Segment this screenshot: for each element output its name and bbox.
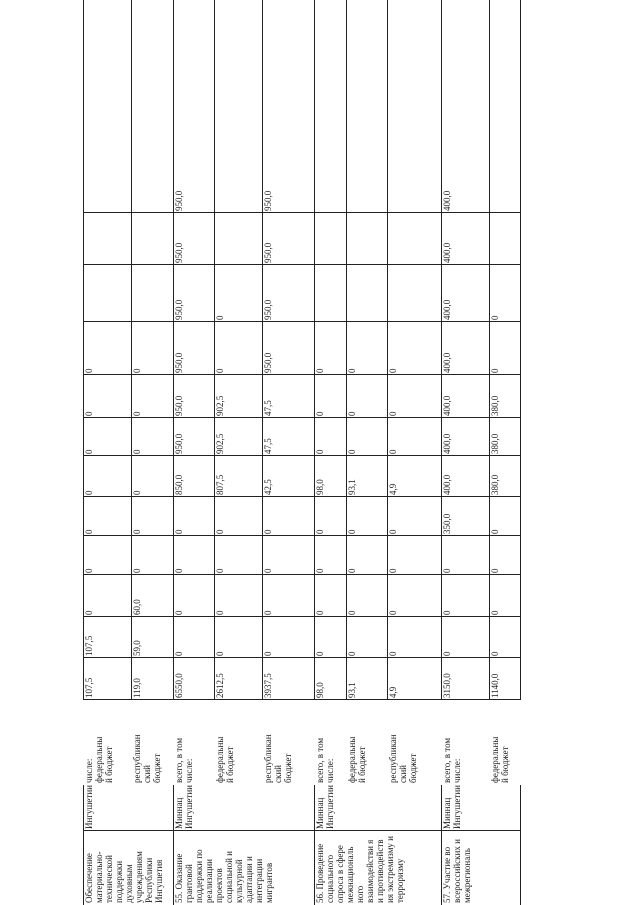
amount-cell: 0	[347, 529, 357, 534]
funding-source-cell: всего, в том числе:	[441, 700, 489, 785]
amount-cell: 0	[263, 651, 273, 656]
executor-cell: Ингушетии	[84, 785, 94, 829]
amount-cell	[387, 213, 441, 265]
amount-cell: 0	[388, 368, 398, 373]
amount-cell: 0	[490, 529, 500, 534]
amount-cell: 950,0	[263, 190, 273, 211]
amount-cell: 902,5	[215, 433, 225, 454]
amount-cell	[83, 134, 131, 213]
funding-source-cell: всего, в том числе:	[173, 700, 214, 785]
amount-cell: 0	[347, 651, 357, 656]
amount-cell: 0	[490, 651, 500, 656]
amount-cell: 107,5	[84, 677, 94, 698]
funding-source-cell: республикан ский бюджет	[387, 700, 441, 785]
budget-table	[83, 0, 521, 905]
amount-cell: 0	[490, 610, 500, 615]
executor-cell: Миннац Ингушетии	[174, 785, 194, 829]
amount-cell: 0	[132, 490, 142, 495]
amount-cell: 0	[490, 368, 500, 373]
amount-cell	[489, 213, 531, 265]
amount-cell	[83, 265, 131, 322]
amount-cell: 400,0	[442, 474, 452, 495]
amount-cell	[314, 265, 346, 322]
amount-cell: 0	[174, 610, 184, 615]
amount-cell: 0	[315, 411, 325, 416]
funding-source-cell: федеральны й бюджет	[346, 700, 387, 785]
amount-cell: 0	[388, 449, 398, 454]
funding-source-cell: республикан ский бюджет	[131, 700, 173, 785]
measure-name-cell: 57. Участие во всероссийских и межрегиональ	[442, 839, 472, 903]
amount-cell: 0	[388, 411, 398, 416]
amount-cell: 0	[174, 651, 184, 656]
amount-cell	[214, 213, 262, 265]
amount-cell: 380,0	[490, 395, 500, 416]
amount-cell: 0	[174, 568, 184, 573]
amount-cell: 59,0	[132, 640, 142, 656]
amount-cell: 0	[84, 529, 94, 534]
amount-cell: 400,0	[442, 299, 452, 320]
measure-name-cell: 55. Оказание грантовой поддержки по реализации проектов социальной и культурной адаптации и интеграции мигрантов	[174, 849, 274, 903]
amount-cell: 0	[263, 529, 273, 534]
amount-cell: 0	[215, 529, 225, 534]
amount-cell: 0	[388, 529, 398, 534]
amount-cell: 0	[84, 490, 94, 495]
amount-cell: 0	[132, 529, 142, 534]
amount-cell: 47,5	[263, 400, 273, 416]
measure-name-cell: Обеспечение материально-технической поддержки духовным учреждениям Республики Ингушетия	[84, 851, 164, 903]
amount-cell	[314, 134, 346, 213]
amount-cell: 0	[347, 449, 357, 454]
executor-cell: Миннац Ингушетии	[442, 785, 462, 829]
funding-source-cell: республикан ский бюджет	[262, 700, 314, 785]
amount-cell: 950,0	[174, 433, 184, 454]
amount-cell: 1140,0	[490, 673, 500, 698]
amount-cell	[346, 265, 387, 322]
amount-cell: 950,0	[263, 352, 273, 373]
amount-cell: 0	[490, 315, 500, 320]
amount-cell: 0	[347, 411, 357, 416]
amount-cell	[131, 265, 173, 322]
amount-cell: 3937,5	[263, 673, 273, 698]
amount-cell: 0	[263, 568, 273, 573]
amount-cell: 0	[388, 568, 398, 573]
measure-name-cell: 56. Проведение социального опроса в сфере межнациональ ного взаимодействи я и противодейств ия экстремизму и терроризму	[315, 836, 405, 903]
amount-cell: 6550,0	[174, 673, 184, 698]
amount-cell: 0	[442, 568, 452, 573]
amount-cell: 950,0	[174, 190, 184, 211]
amount-cell	[214, 134, 262, 213]
amount-cell: 93,1	[347, 682, 357, 698]
amount-cell: 0	[215, 568, 225, 573]
amount-cell: 0	[347, 568, 357, 573]
amount-cell: 850,0	[174, 474, 184, 495]
amount-cell	[83, 213, 131, 265]
amount-cell: 3150,0	[442, 673, 452, 698]
amount-cell: 950,0	[174, 299, 184, 320]
amount-cell: 0	[132, 368, 142, 373]
amount-cell: 42,5	[263, 479, 273, 495]
amount-cell: 0	[132, 568, 142, 573]
funding-source-cell: федеральны й бюджет	[214, 700, 262, 785]
amount-cell: 902,5	[215, 395, 225, 416]
amount-cell: 950,0	[174, 352, 184, 373]
amount-cell: 0	[215, 610, 225, 615]
funding-source-cell: всего, в том числе:	[314, 700, 346, 785]
amount-cell: 0	[263, 610, 273, 615]
amount-cell: 0	[388, 610, 398, 615]
amount-cell: 0	[347, 610, 357, 615]
amount-cell: 0	[215, 651, 225, 656]
amount-cell: 0	[132, 449, 142, 454]
amount-cell: 350,0	[442, 513, 452, 534]
amount-cell: 0	[84, 449, 94, 454]
amount-cell: 0	[215, 368, 225, 373]
amount-cell	[387, 134, 441, 213]
amount-cell: 0	[347, 368, 357, 373]
executor-cell: Миннац Ингушетии	[315, 785, 335, 829]
amount-cell: 0	[442, 651, 452, 656]
amount-cell: 0	[315, 651, 325, 656]
amount-cell: 107,5	[84, 635, 94, 656]
amount-cell: 400,0	[442, 433, 452, 454]
amount-cell: 0	[442, 610, 452, 615]
amount-cell: 380,0	[490, 474, 500, 495]
amount-cell: 0	[132, 411, 142, 416]
amount-cell: 0	[84, 411, 94, 416]
amount-cell: 2612,5	[215, 673, 225, 698]
amount-cell	[489, 134, 531, 213]
amount-cell	[314, 213, 346, 265]
amount-cell: 60,0	[132, 599, 142, 615]
amount-cell: 0	[315, 610, 325, 615]
amount-cell	[346, 213, 387, 265]
amount-cell: 950,0	[174, 395, 184, 416]
amount-cell: 950,0	[174, 242, 184, 263]
amount-cell: 950,0	[263, 299, 273, 320]
amount-cell: 950,0	[263, 242, 273, 263]
amount-cell: 119,0	[132, 678, 142, 698]
amount-cell: 0	[388, 651, 398, 656]
funding-source-cell: числе: федеральны й бюджет	[83, 700, 131, 785]
amount-cell: 0	[84, 568, 94, 573]
amount-cell	[131, 134, 173, 213]
amount-cell	[387, 265, 441, 322]
amount-cell: 4,9	[388, 483, 398, 495]
amount-cell: 0	[490, 568, 500, 573]
amount-cell: 0	[84, 610, 94, 615]
amount-cell	[131, 213, 173, 265]
amount-cell: 807,5	[215, 474, 225, 495]
amount-cell: 0	[315, 529, 325, 534]
amount-cell: 0	[174, 529, 184, 534]
amount-cell: 380,0	[490, 433, 500, 454]
amount-cell: 4,9	[388, 686, 398, 698]
amount-cell: 98,0	[315, 479, 325, 495]
funding-source-cell: федеральны й бюджет	[489, 700, 531, 785]
amount-cell: 400,0	[442, 242, 452, 263]
amount-cell: 0	[315, 568, 325, 573]
amount-cell: 0	[84, 368, 94, 373]
amount-cell: 400,0	[442, 352, 452, 373]
amount-cell: 400,0	[442, 190, 452, 211]
amount-cell: 47,5	[263, 438, 273, 454]
amount-cell: 98,0	[315, 682, 325, 698]
amount-cell: 0	[315, 368, 325, 373]
amount-cell: 93,1	[347, 479, 357, 495]
amount-cell	[346, 134, 387, 213]
amount-cell: 400,0	[442, 395, 452, 416]
amount-cell: 0	[315, 449, 325, 454]
amount-cell: 0	[215, 315, 225, 320]
